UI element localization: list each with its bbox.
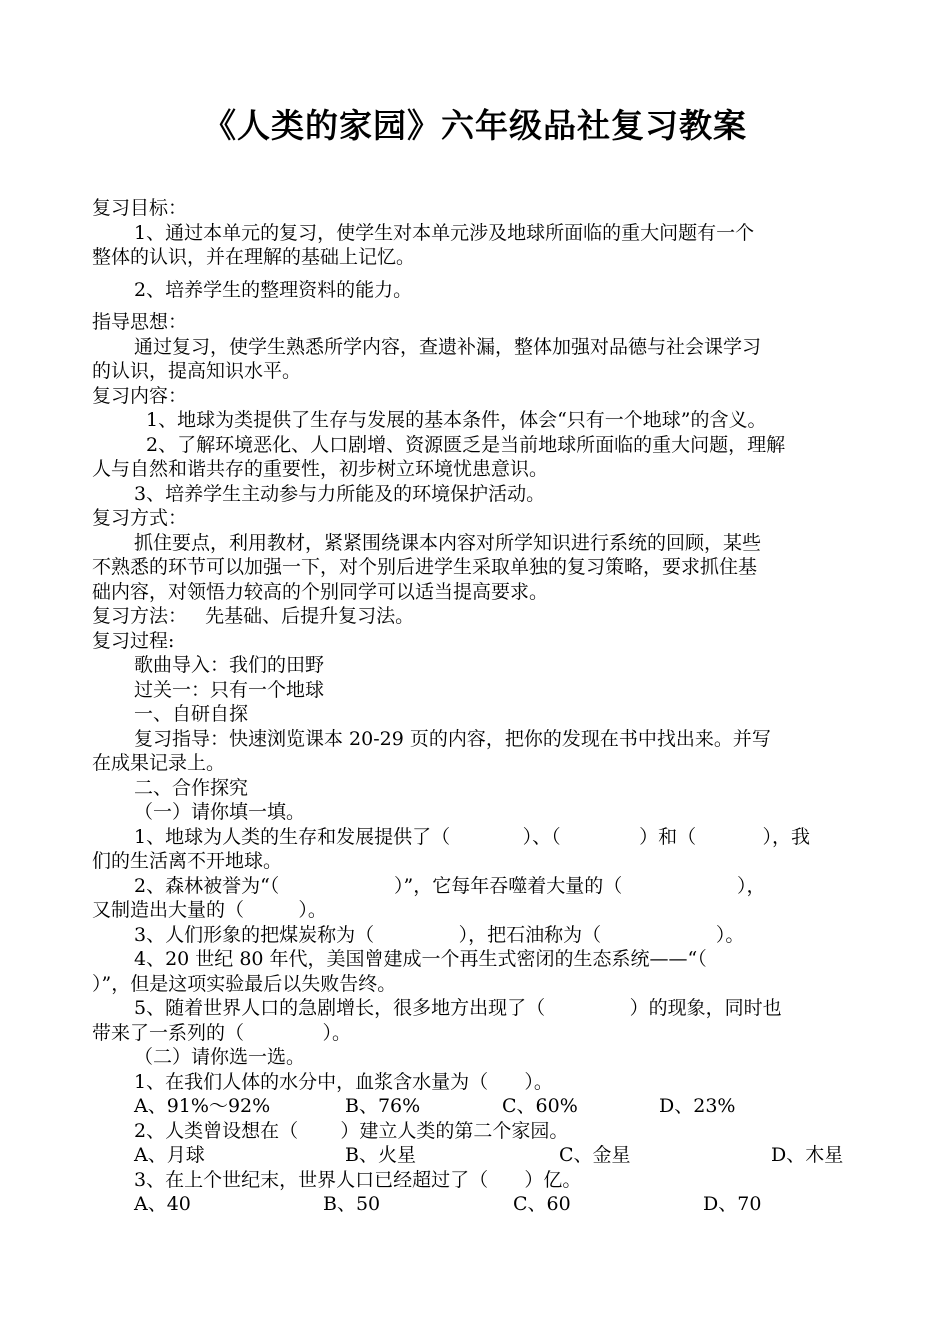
paragraph-line: 一、自研自探: [134, 703, 249, 725]
section-heading-goals: 复习目标：: [92, 197, 188, 219]
choice-option: C、60: [513, 1193, 571, 1215]
choice-question: 3、在上个世纪末，世界人口已经超过了（ ）亿。: [134, 1168, 582, 1191]
paragraph-line: 复习指导：快速浏览课本 20-29 页的内容，把你的发现在书中找出来。并写: [134, 727, 771, 750]
paragraph-line: 2、培养学生的整理资料的能力。: [134, 278, 413, 301]
choice-option: C、金星: [559, 1144, 631, 1166]
fill-blank-line: 2、森林被誉为“（ ）”，它每年吞噬着大量的（ ），: [134, 874, 766, 897]
section-heading-mode: 复习方式：: [92, 507, 188, 529]
fill-blank-line: 们的生活离不开地球。: [92, 850, 283, 872]
paragraph-line: 人与自然和谐共存的重要性，初步树立环境忧患意识。: [92, 458, 549, 480]
choice-question: 2、人类曾设想在（ ）建立人类的第二个家园。: [134, 1119, 569, 1142]
choice-options: [92, 1094, 867, 1119]
paragraph-line: 整体的认识，并在理解的基础上记忆。: [92, 246, 416, 268]
section-heading-content: 复习内容：: [92, 384, 188, 407]
paragraph-line: 不熟悉的环节可以加强一下，对个别后进学生采取单独的复习策略，要求抓住基: [92, 556, 758, 578]
fill-blank-line: ）”，但是这项实验最后以失败告终。: [92, 972, 397, 995]
choice-option: A、月球: [134, 1144, 205, 1166]
choice-option: D、23%: [659, 1095, 736, 1117]
choice-option: A、91%～92%: [134, 1095, 271, 1117]
choice-options: [92, 1143, 867, 1168]
paragraph-line: （二）请你选一选。: [134, 1046, 306, 1068]
fill-blank-line: 4、20 世纪 80 年代，美国曾建成一个再生式密闭的生态系统——“（: [134, 948, 707, 970]
choice-option: D、木星: [771, 1144, 844, 1166]
paragraph-line: 2、了解环境恶化、人口剧增、资源匮乏是当前地球所面临的重大问题，理解: [146, 433, 786, 456]
paragraph-line: 过关一：只有一个地球: [134, 678, 325, 701]
fill-blank-line: 1、地球为人类的生存和发展提供了（ ）、（ ）和（ ），我: [134, 825, 811, 848]
paragraph-line: 3、培养学生主动参与力所能及的环境保护活动。: [134, 482, 546, 505]
paragraph-line: 础内容，对领悟力较高的个别同学可以适当提高要求。: [92, 580, 549, 603]
choice-question: 1、在我们人体的水分中，血浆含水量为（ ）。: [134, 1070, 553, 1093]
section-heading-guidance: 指导思想：: [92, 311, 188, 333]
paragraph-line: （一）请你填一填。: [134, 801, 306, 823]
choice-option: D、70: [703, 1193, 762, 1215]
paragraph-line: 抓住要点，利用教材，紧紧围绕课本内容对所学知识进行系统的回顾，某些: [134, 531, 762, 554]
paragraph-line: 通过复习，使学生熟悉所学内容，查遗补漏，整体加强对品德与社会课学习: [134, 335, 762, 358]
fill-blank-line: 5、随着世界人口的急剧增长，很多地方出现了（ ）的现象，同时也: [134, 997, 782, 1019]
paragraph-line: 二、合作探究: [134, 776, 249, 799]
paragraph-line: 歌曲导入：我们的田野: [134, 654, 325, 676]
fill-blank-line: 3、人们形象的把煤炭称为（ ），把石油称为（ ）。: [134, 923, 745, 946]
document-body: [92, 196, 867, 1217]
paragraph-line: 1、地球为类提供了生存与发展的基本条件，体会“只有一个地球”的含义。: [146, 409, 767, 431]
choice-option: C、60%: [502, 1095, 578, 1117]
paragraph-line: 的认识，提高知识水平。: [92, 360, 302, 382]
fill-blank-line: 带来了一系列的（ ）。: [92, 1021, 352, 1044]
paragraph-line: 在成果记录上。: [92, 752, 226, 774]
choice-option: A、40: [134, 1193, 191, 1215]
document-title: 《人类的家园》六年级品社复习教案: [203, 106, 747, 145]
paragraph-line: 1、通过本单元的复习，使学生对本单元涉及地球所面临的重大问题有一个: [134, 221, 755, 244]
section-heading-process: 复习过程:: [92, 629, 175, 652]
choice-option: B、76%: [345, 1095, 421, 1117]
choice-option: B、火星: [345, 1144, 416, 1166]
fill-blank-line: 又制造出大量的（ ）。: [92, 899, 327, 921]
section-heading-method: 复习方法： 先基础、后提升复习法。: [92, 605, 415, 627]
choice-options: [92, 1192, 867, 1217]
choice-option: B、50: [323, 1193, 381, 1215]
